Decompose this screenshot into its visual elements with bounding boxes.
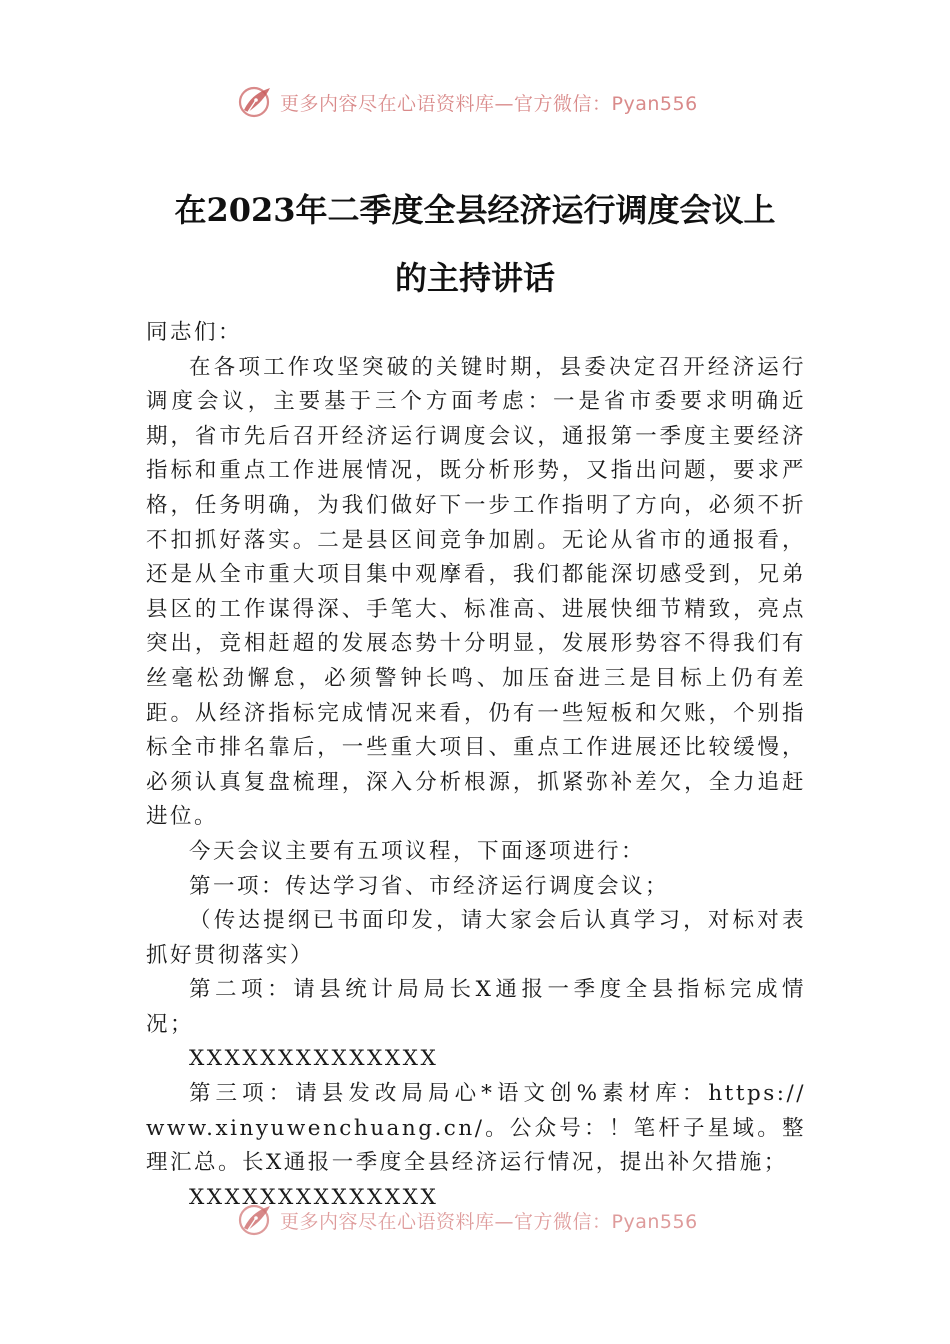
watermark-text: 更多内容尽在心语资料库—官方微信：Pyan556	[280, 92, 698, 115]
watermark-header	[236, 82, 698, 122]
placeholder-item3: XXXXXXXXXXXXXX	[189, 1184, 439, 1210]
watermark-text: 更多内容尽在心语资料库—官方微信：Pyan556	[280, 1210, 698, 1233]
paragraph-item2: 第二项：请县统计局局长X通报一季度全县指标完成情况；	[146, 977, 806, 1037]
watermark-footer	[236, 1200, 698, 1240]
paragraph-agenda: 今天会议主要有五项议程，下面逐项进行：	[189, 838, 646, 864]
document-title-line1: 在2023年二季度全县经济运行调度会议上	[174, 191, 776, 229]
paragraph-item3-rest: www.xinyuwenchuang.cn/。公众号：！笔杆子星域。整理汇总。长X通报一季度全县经济运行情况，提出补欠措施；	[146, 1115, 806, 1176]
placeholder-item2: XXXXXXXXXXXXXX	[189, 1046, 439, 1072]
paragraph-item1-note: （传达提纲已书面印发，请大家会后认真学习，对标对表抓好贯彻落实）	[146, 908, 806, 968]
paragraph-item3-line1: 第三项：请县发改局局心*语文创%素材库：https://	[189, 1081, 806, 1107]
paragraph-item1: 第一项：传达学习省、市经济运行调度会议；	[189, 873, 670, 899]
salutation: 同志们：	[146, 320, 243, 345]
document-body	[146, 316, 806, 1215]
pen-nib-icon	[236, 82, 276, 122]
document-title-line2: 的主持讲话	[394, 259, 555, 297]
paragraph-intro: 在各项工作攻坚突破的关键时期，县委决定召开经济运行调度会议，主要基于三个方面考虑：一是省市委要求明确近期，省市先后召开经济运行调度会议，通报第一季度主要经济指标和重点工作进展情况，既分析形势，又指出问题，要求严格，任务明确，为我们做好下一步工作指明了方向，必须不折不扣抓好落实。二是县区间竞争加剧。无论从省市的通报看，还是从全市重大项目集中观摩看，我们都能深切感受到，兄弟县区的工作谋得深、手笔大、标准高、进展快细节精致，亮点突出，竞相赶超的发展态势十分明显，发展形势容不得我们有丝毫松劲懈怠，必须警钟长鸣、加压奋进三是目标上仍有差距。从经济指标完成情况来看，仍有一些短板和欠账，个别指标全市排名靠后，一些重大项目、重点工作进展还比较缓慢，必须认真复盘梳理，深入分析根源，抓紧弥补差欠，全力追赶进位。	[146, 354, 806, 830]
pen-nib-icon	[236, 1200, 276, 1240]
